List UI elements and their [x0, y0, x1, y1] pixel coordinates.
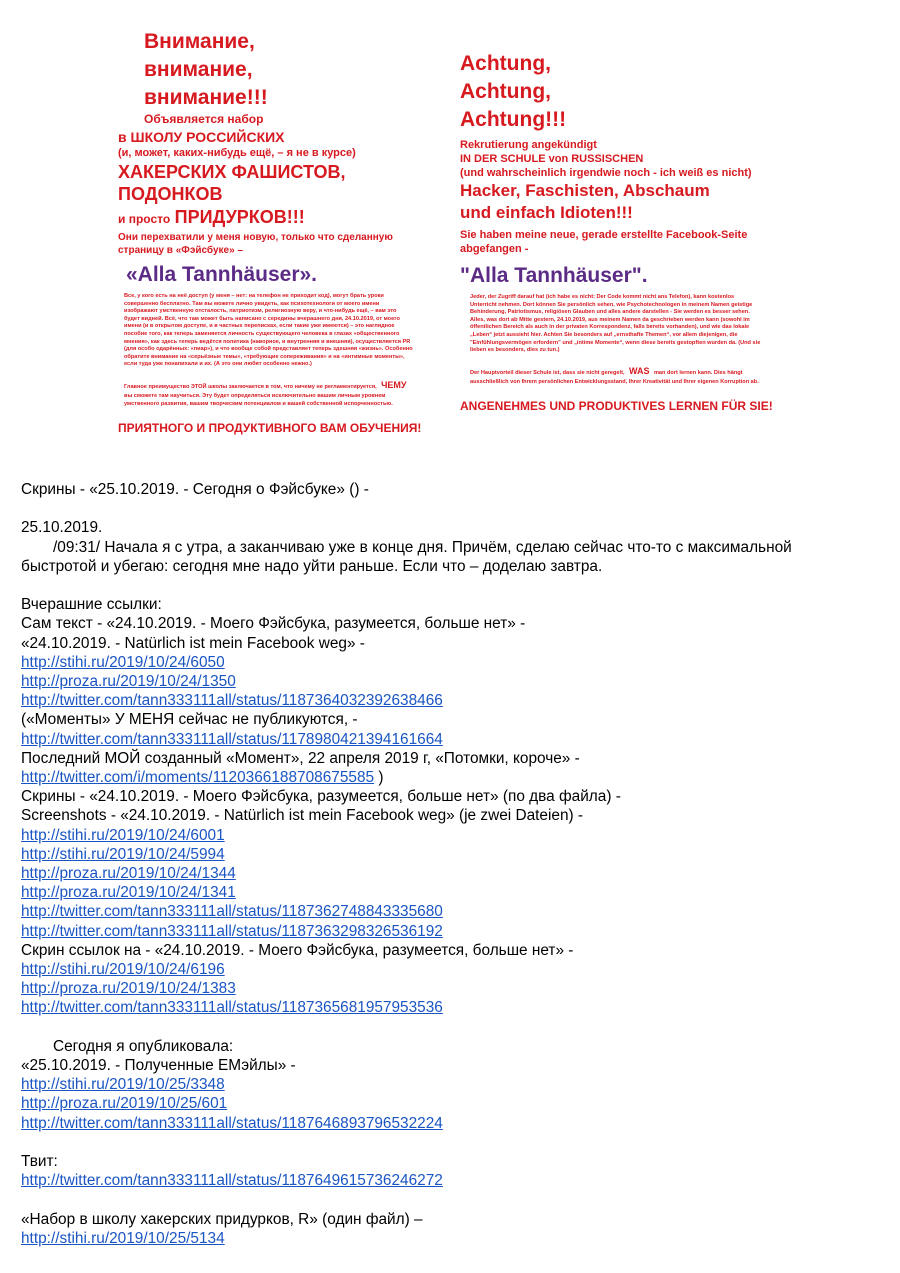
ru-chemu: ЧЕМУ: [381, 379, 407, 390]
link[interactable]: http://stihi.ru/2019/10/24/6050: [21, 653, 225, 671]
link[interactable]: http://stihi.ru/2019/10/24/6196: [21, 961, 225, 979]
last-moment-line: Последний МОЙ созданный «Момент», 22 апреля 2019 г, «Потомки, короче» -: [21, 749, 580, 767]
ru-body-line: если туда уже понапихали и их. (А это они любят особенно нежно.): [124, 361, 312, 368]
today-title: «25.10.2019. - Полученные ЕМэйлы» -: [21, 1057, 296, 1075]
ru-aside: (и, может, каких-нибудь ещё, – я не в курсе): [118, 147, 356, 159]
de-body-line: Behinderung, Patriotismus, religiösen Glauben und alles andere darstellen - Sie werden es besser sehen.: [470, 309, 750, 316]
ru-intercept-1: Они перехватили у меня новую, только что сделанную: [118, 232, 393, 243]
de-body-line: lieben es besonders, dies zu tun.): [470, 347, 560, 354]
de-advantage-1: Der Hauptvorteil dieser Schule ist, dass sie nicht geregelt,: [470, 369, 625, 376]
de-body-line: Jeder, der Zugriff darauf hat (ich habe es nicht: Der Code kommt nicht ans Telefon), kann kostenlos: [470, 294, 735, 300]
link[interactable]: http://proza.ru/2019/10/24/1341: [21, 884, 236, 902]
screens-line: Скрины - «24.10.2019. - Моего Фэйсбука, разумеется, больше нет» (по два файла) -: [21, 788, 621, 806]
de-school: IN DER SCHULE von RUSSISCHEN: [460, 153, 644, 165]
de-advantage-1b: man dort lernen kann. Dies hängt: [653, 369, 743, 376]
ru-headline-1: Внимание,: [144, 30, 255, 53]
link[interactable]: http://twitter.com/i/moments/1120366188708675585: [21, 769, 375, 787]
title-line: Скрины - «25.10.2019. - Сегодня о Фэйсбуке» () -: [21, 481, 369, 498]
de-body: [460, 294, 790, 386]
ru-advantage-2: вы сможете там научиться. Эту будет определяться исключительно вашим личным уровнем: [124, 392, 386, 399]
ru-body-line: имени (и в открытом доступе, и в частных переписках, если такие уже имеются) – это наглядное: [124, 323, 395, 330]
set-line: «Набор в школу хакерских придурков, R» (один файл) –: [21, 1210, 423, 1228]
ru-body-line: пособие того, как теперь заменяется личность существующего человека в глазах «общественного: [124, 330, 400, 337]
de-body-line: öffentlichen Bereich als auch in der privaten Korrespondenz, falls bereits vorhanden), und wie das lokale: [470, 324, 750, 331]
de-big-1: Hacker, Faschisten, Abschaum: [460, 181, 710, 200]
de-headline-2: Achtung,: [460, 80, 551, 103]
link[interactable]: http://twitter.com/tann333111all/status/1187363298326536192: [21, 922, 443, 940]
de-footer: ANGENEHMES UND PRODUKTIVES LERNEN FÜR SIE!: [460, 399, 773, 414]
link[interactable]: http://twitter.com/tann333111all/status/1187365681957953536: [21, 999, 443, 1017]
yesterday-label: Вчерашние ссылки:: [21, 596, 162, 614]
ru-advantage-3: умственного развития, вашим творческим потенциалом и вашей собственной испорченностью.: [124, 400, 393, 407]
de-aside: (und wahrscheinlich irgendwie noch - ich weiß es nicht): [460, 167, 752, 179]
text-line: «24.10.2019. - Natürlich ist mein Facebook weg» -: [21, 634, 365, 652]
de-alla: "Alla Tannhäuser".: [460, 264, 648, 287]
screens-line: Screenshots - «24.10.2019. - Natürlich ist mein Facebook weg» (je zwei Dateien) -: [21, 807, 584, 825]
ru-body-line: (для особо одарённых: «пиар»), и что вообще собой представляет теперь здешняя «жизнь». Особенно: [124, 346, 413, 353]
ru-headline-3: внимание!!!: [144, 86, 268, 109]
ru-advantage-1: Главное преимущество ЭТОЙ школы заключается в том, что ничему не регламентируется,: [124, 383, 377, 390]
ru-and-simply: и просто: [118, 212, 171, 226]
de-big-2: und einfach Idioten!!!: [460, 203, 633, 222]
moments-line: («Моменты» У МЕНЯ сейчас не публикуются, -: [21, 711, 358, 729]
link[interactable]: http://stihi.ru/2019/10/24/5994: [21, 845, 225, 863]
link[interactable]: http://proza.ru/2019/10/24/1344: [21, 865, 236, 883]
closing-paren: ): [374, 769, 384, 787]
ru-school: в ШКОЛУ РОССИЙСКИХ: [118, 129, 285, 145]
today-line: Сегодня я опубликовала:: [53, 1037, 234, 1055]
link[interactable]: http://twitter.com/tann333111all/status/1178980421394161664: [21, 730, 443, 748]
ru-body: [118, 293, 430, 408]
link[interactable]: http://stihi.ru/2019/10/24/6001: [21, 826, 225, 844]
de-headline-3: Achtung!!!: [460, 108, 567, 131]
link[interactable]: http://proza.ru/2019/10/25/601: [21, 1095, 228, 1113]
de-body-line: Unterricht nehmen. Dort können Sie persönlich sehen, wie Psychotechnologen in meinem Namen geistige: [470, 301, 753, 308]
de-body-line: "Einfühlungsvermögen erfordern" und „intime Momente“, wenn diese bereits gestopften wurden da. (Und sie: [470, 339, 761, 346]
ru-intro: Объявляется набор: [144, 112, 264, 126]
ru-body-line: обратите внимание на «серьёзные темы», «требующие сопереживания» и на «интимные моменты»,: [124, 353, 405, 360]
de-intro: Rekrutierung angekündigt: [460, 139, 597, 151]
de-intercept-1: Sie haben meine neue, gerade erstellte Facebook-Seite: [460, 229, 748, 241]
date-line: 25.10.2019.: [21, 519, 103, 537]
link[interactable]: http://proza.ru/2019/10/24/1383: [21, 980, 236, 998]
paragraph-line: /09:31/ Начала я с утра, а заканчиваю уже в конце дня. Причём, сделаю сейчас что-то с максимальной: [53, 538, 792, 556]
ru-footer: ПРИЯТНОГО И ПРОДУКТИВНОГО ВАМ ОБУЧЕНИЯ!: [118, 421, 422, 436]
ru-headline-2: внимание,: [144, 58, 253, 81]
de-body-line: „Leben“ jetzt aussieht hier. Achten Sie besonders auf „ernsthafte Themen“, vor allem diejenigen, die: [470, 331, 738, 338]
text-line: Сам текст - «24.10.2019. - Моего Фэйсбука, разумеется, больше нет» -: [21, 615, 526, 633]
de-advantage-2: ausschließlich von Ihrem persönlichen Entwicklungsstand, Ihrer Kreativität und Ihrer eigenen Korruption ab.: [470, 378, 759, 385]
link[interactable]: http://twitter.com/tann333111all/status/1187649615736246272: [21, 1172, 443, 1190]
link[interactable]: http://twitter.com/tann333111all/status/1187646893796532224: [21, 1114, 443, 1132]
poster-german-column: [460, 50, 790, 414]
poster-image: [118, 28, 798, 456]
de-body-line: Alles, was dort ab Mitte gestern, 24.10.2019, aus meinem Namen da geschrieben werden kann (sowohl im: [470, 316, 750, 323]
de-intercept-2: abgefangen -: [460, 243, 529, 255]
ru-idiots: ПРИДУРКОВ!!!: [174, 207, 305, 227]
ru-big-2: ПОДОНКОВ: [118, 184, 223, 204]
de-was: WAS: [628, 365, 650, 376]
de-headline-1: Achtung,: [460, 52, 551, 75]
document-body: [21, 480, 881, 1248]
screen-links-line: Скрин ссылок на - «24.10.2019. - Моего Фэйсбука, разумеется, больше нет» -: [21, 941, 574, 959]
link[interactable]: http://twitter.com/tann333111all/status/1187364032392638466: [21, 692, 443, 710]
link[interactable]: http://stihi.ru/2019/10/25/3348: [21, 1076, 225, 1094]
ru-big-1: ХАКЕРСКИХ ФАШИСТОВ,: [118, 162, 346, 182]
ru-body-line: Все, у кого есть на неё доступ (у меня – нет: на телефон не приходит код), могут брать уроки: [124, 293, 384, 299]
ru-body-line: мнения», как здесь теперь ведётся политика (наворное, и внутренняя и внешняя), осуществляется PR: [124, 338, 411, 345]
poster-russian-column: [118, 28, 430, 436]
link[interactable]: http://stihi.ru/2019/10/25/5134: [21, 1229, 225, 1247]
ru-intercept-2: страницу в «Фэйсбуке» –: [118, 245, 243, 256]
ru-body-line: изображают умственную отсталость, патриотизм, религиозную веру, и что-нибудь ещё, – вам это: [124, 308, 397, 315]
ru-body-line: совершенно бесплатно. Там вы можете лично увидеть, как психотехнологи от моего имени: [124, 300, 380, 307]
paragraph-line: быстротой и убегаю: сегодня мне надо уйти раньше. Если что – доделаю завтра.: [21, 557, 603, 575]
ru-alla: «Alla Tannhäuser».: [126, 263, 318, 286]
tweet-label: Твит:: [21, 1153, 58, 1171]
link[interactable]: http://proza.ru/2019/10/24/1350: [21, 673, 236, 690]
link[interactable]: http://twitter.com/tann333111all/status/1187362748843335680: [21, 903, 443, 921]
ru-body-line: будет видней. Всё, что там может быть написано с середины вчерашнего дня, 24.10.2019, от моего: [124, 315, 400, 322]
